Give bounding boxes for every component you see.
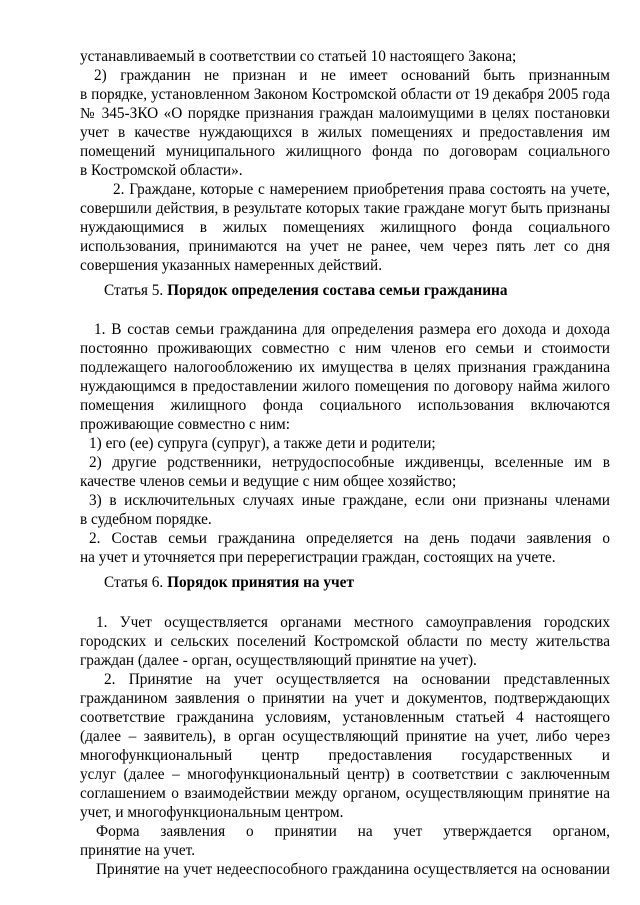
text-line: нуждающимся в предоставлении жилого помещения по договору найма жилого xyxy=(80,378,610,395)
text-line: 2. Принятие на учет осуществляется на основании представленных xyxy=(104,671,610,688)
text-line: 2. Граждане, которые с намерением приобретения права состоять на учете, xyxy=(113,181,610,198)
text-line: многофункциональный центр предоставления государственных и xyxy=(80,747,610,764)
text-line: устанавливаемый в соответствии со статьей 10 настоящего Закона; xyxy=(80,48,517,65)
text-line: в Костромской области». xyxy=(80,162,243,179)
text-line: совершения указанных намеренных действий. xyxy=(80,257,383,274)
text-line: использования, принимаются на учет не ранее, чем через пять лет со дня xyxy=(80,238,610,255)
text-line: Принятие на учет недееспособного гражданина осуществляется на основании xyxy=(96,861,610,878)
text-line: подлежащего налогообложению их имущества в целях признания гражданина xyxy=(80,359,610,376)
text-line: 2. Состав семьи гражданина определяется на день подачи заявления о xyxy=(89,530,610,547)
text-line: совершили действия, в результате которых такие граждане могут быть признаны xyxy=(80,200,610,217)
text-line: 2) гражданин не признан и не имеет оснований быть признанным xyxy=(94,67,610,84)
text-line: (далее – заявитель), в орган осуществляющий принятие на учет, либо через xyxy=(80,728,610,745)
text-line: соответствие гражданина условиям, установленным статьей 4 настоящего xyxy=(80,709,610,726)
text-line: городских и сельских поселений Костромской области по месту жительства xyxy=(80,633,610,650)
text-line: № 345-ЗКО «О порядке признания граждан малоимущими в целях постановки xyxy=(80,105,610,122)
article-5-title: Порядок определения состава семьи гражданина xyxy=(167,282,508,299)
text-line: Форма заявления о принятии на учет утверждается органом, xyxy=(96,823,610,840)
article-6-heading xyxy=(104,574,634,593)
article-5-heading xyxy=(104,282,634,301)
article-6-title: Порядок принятия на учет xyxy=(167,574,354,591)
text-line: качестве членов семьи и ведущие с ним общее хозяйство; xyxy=(80,473,457,490)
text-line: помещения жилищного фонда социального использования включаются xyxy=(80,397,610,414)
article-6-prefix: Статья 6. xyxy=(104,574,168,591)
text-line: на учет и уточняется при перерегистрации граждан, состоящих на учете. xyxy=(80,549,556,566)
text-line: помещений муниципального жилищного фонда по договорам социального xyxy=(80,143,610,160)
text-line: в судебном порядке. xyxy=(80,511,212,528)
text-line: услуг (далее – многофункциональный центр) в соответствии с заключенным xyxy=(80,766,610,783)
text-line: граждан (далее - орган, осуществляющий принятие на учет). xyxy=(80,652,477,669)
text-line: 2) другие родственники, нетрудоспособные иждивенцы, вселенные им в xyxy=(89,454,610,471)
text-line: соглашением о взаимодействии между органом, осуществляющим принятие на xyxy=(80,785,610,802)
text-line: 1. В состав семьи гражданина для определения размера его дохода и дохода xyxy=(94,321,610,338)
text-line: 1) его (ее) супруга (супруг), а также дети и родители; xyxy=(89,435,436,452)
text-line: гражданином заявления о принятии на учет и документов, подтверждающих xyxy=(80,690,610,707)
text-line: 3) в исключительных случаях иные граждане, если они признаны членами xyxy=(89,492,610,509)
text-line: 1. Учет осуществляется органами местного самоуправления городских xyxy=(96,614,610,631)
text-line: в порядке, установленном Законом Костромской области от 19 декабря 2005 года xyxy=(80,86,610,103)
text-line: проживающие совместно с ним: xyxy=(80,416,290,433)
text-line: учет в качестве нуждающихся в жилых помещениях и предоставления им xyxy=(80,124,610,141)
text-line: учет, и многофункциональным центром. xyxy=(80,804,344,821)
text-line: нуждающимися в жилых помещениях жилищного фонда социального xyxy=(80,219,610,236)
article-5-prefix: Статья 5. xyxy=(104,282,168,299)
text-line: постоянно проживающих совместно с ним членов его семьи и стоимости xyxy=(80,340,610,357)
text-line: принятие на учет. xyxy=(80,842,196,859)
